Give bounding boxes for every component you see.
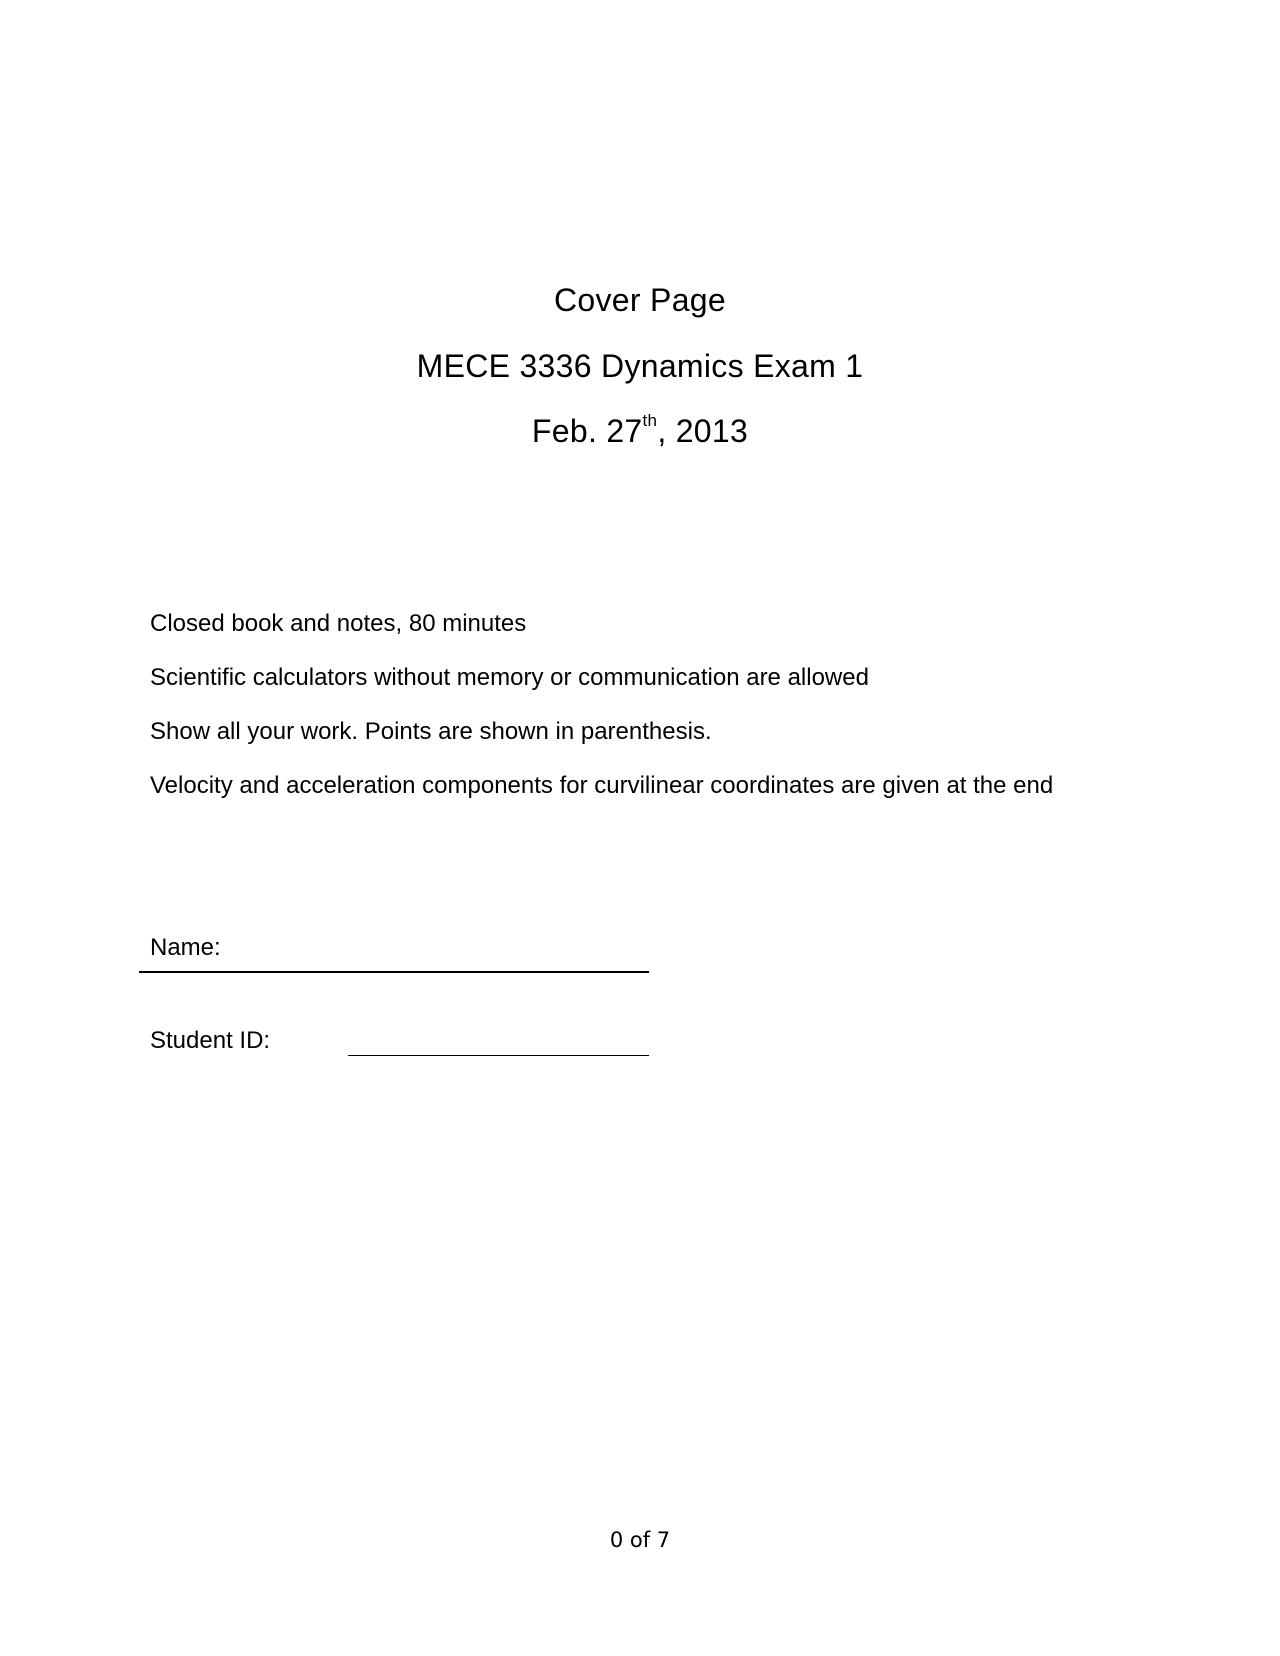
instruction-line: Scientific calculators without memory or communication are allowed bbox=[150, 664, 869, 691]
instruction-line: Show all your work. Points are shown in parenthesis. bbox=[150, 718, 712, 745]
exam-date-ordinal: th bbox=[642, 411, 658, 431]
name-label: Name: bbox=[150, 934, 221, 961]
course-title: MECE 3336 Dynamics Exam 1 bbox=[416, 348, 864, 384]
exam-date bbox=[0, 411, 1280, 449]
instruction-line: Velocity and acceleration components for curvilinear coordinates are given at the end bbox=[150, 772, 1054, 799]
page-number: 0 of 7 bbox=[609, 1528, 671, 1552]
exam-date-suffix: , 2013 bbox=[657, 413, 749, 449]
cover-title: Cover Page bbox=[554, 282, 726, 318]
student-id-field-line[interactable] bbox=[348, 1055, 649, 1056]
exam-date-prefix: Feb. 27 bbox=[531, 413, 643, 449]
instruction-line: Closed book and notes, 80 minutes bbox=[150, 610, 527, 637]
student-id-label: Student ID: bbox=[150, 1027, 271, 1054]
name-field-line[interactable] bbox=[139, 971, 649, 973]
